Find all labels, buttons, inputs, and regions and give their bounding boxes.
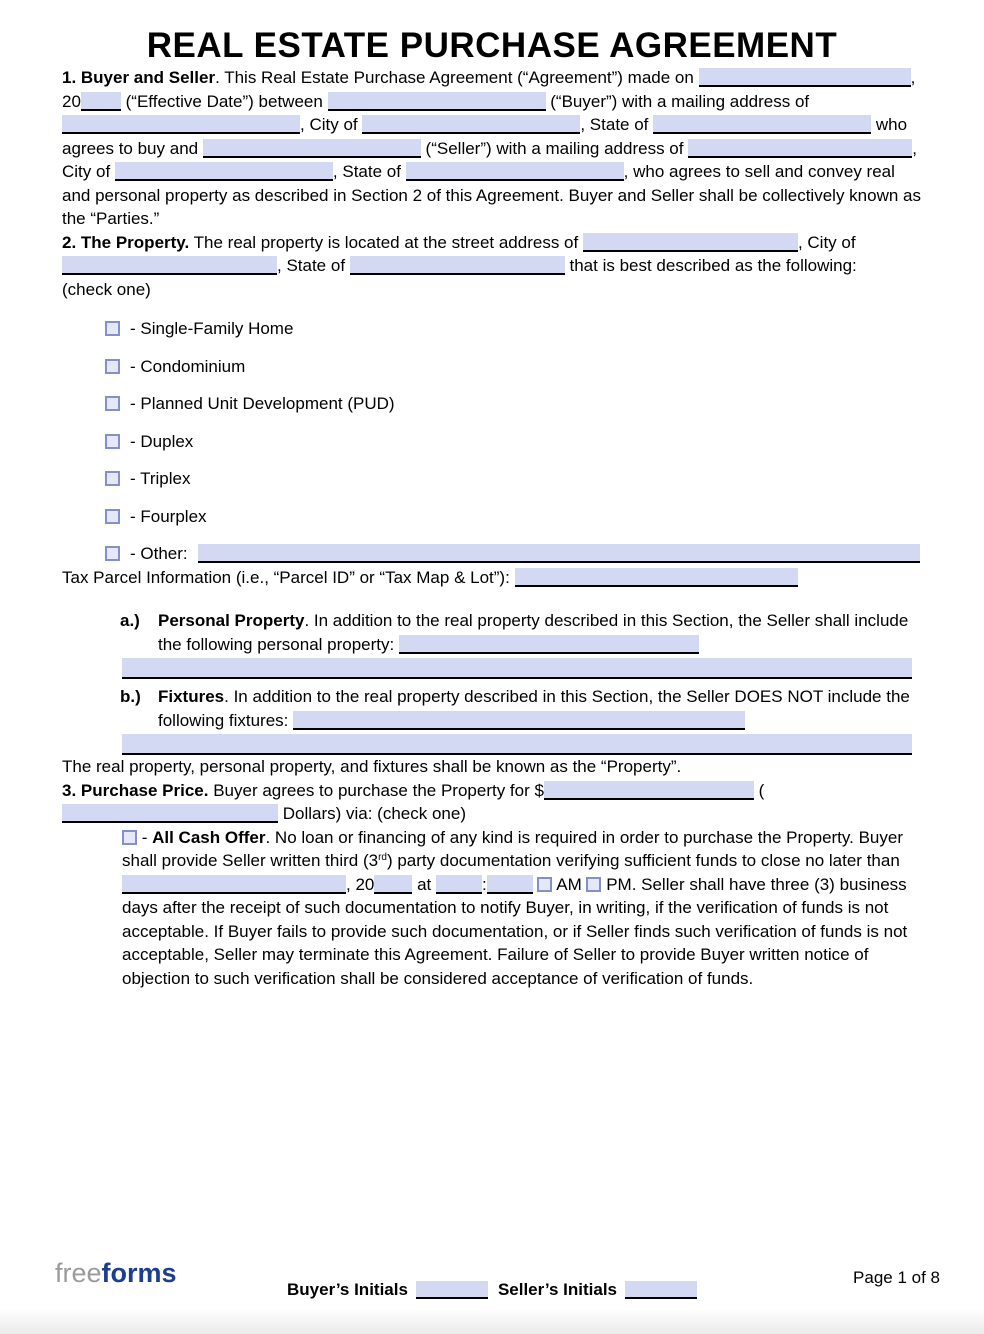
page-footer <box>0 1254 984 1308</box>
triplex-checkbox[interactable] <box>105 471 120 486</box>
purchase-price-words-field[interactable] <box>62 804 278 823</box>
duplex-label: - Duplex <box>130 431 194 451</box>
buyer-city-field[interactable] <box>362 115 580 134</box>
condominium-label: - Condominium <box>130 356 246 376</box>
single-family-home-label: - Single-Family Home <box>130 319 294 338</box>
property-city-field[interactable] <box>62 256 277 275</box>
fixtures-continuation-field[interactable] <box>122 734 912 755</box>
check-one-label: (check one) <box>62 279 151 299</box>
pud-label: - Planned Unit Development (PUD) <box>130 394 395 413</box>
page-bottom-shade <box>0 1308 984 1334</box>
page-title: REAL ESTATE PURCHASE AGREEMENT <box>146 26 838 65</box>
fixtures-field[interactable] <box>293 711 745 730</box>
other-checkbox[interactable] <box>105 546 120 561</box>
personal-property-item <box>62 609 922 679</box>
all-cash-offer-checkbox[interactable] <box>122 830 137 845</box>
purchase-price-field[interactable] <box>544 781 754 800</box>
all-cash-offer-heading: All Cash Offer <box>152 827 266 847</box>
property-state-field[interactable] <box>350 256 565 275</box>
property-known-as-line: The real property, personal property, and fixtures shall be known as the “Property”. <box>62 757 682 776</box>
section2-intro-paragraph: 2. The Property. The real property is located at the street address of , City of , State of that is best described as the following: <box>62 232 857 275</box>
property-street-address-field[interactable] <box>583 233 798 252</box>
property-type-row-single-family <box>105 317 922 341</box>
property-type-row-triplex <box>105 467 922 491</box>
section1-heading: 1. Buyer and Seller <box>62 68 216 87</box>
item-b-marker: b.) <box>120 687 141 706</box>
property-type-list <box>105 317 922 566</box>
single-family-home-checkbox[interactable] <box>105 321 120 336</box>
document-page <box>0 26 984 1334</box>
fourplex-label: - Fourplex <box>130 506 207 526</box>
seller-name-field[interactable] <box>203 139 421 158</box>
personal-property-paragraph: Personal Property. In addition to the real property described in this Section, the Seller shall include the following personal property: <box>158 611 909 654</box>
buyers-initials-label: Buyer’s Initials <box>287 1280 408 1299</box>
section1-paragraph: 1. Buyer and Seller. This Real Estate Purchase Agreement (“Agreement”) made on , 20 (“Effective Date”) between (“Buyer”) with a mailing address of , City of , State of who agrees to buy and (“Seller”) with a mailing address of , City of , State of , who agrees to sell and convey real and personal property as described in Section 2 of this Agreement. Buyer and Seller shall be collectively known as the “Parties.” <box>62 68 921 228</box>
personal-property-heading: Personal Property <box>158 611 305 630</box>
section2-heading: 2. The Property. <box>62 232 190 252</box>
buyer-name-field[interactable] <box>328 92 546 111</box>
funds-close-year-field[interactable] <box>374 875 412 894</box>
fixtures-heading: Fixtures <box>158 687 225 706</box>
tax-parcel-line: Tax Parcel Information (i.e., “Parcel ID” or “Tax Map & Lot”): <box>62 566 922 590</box>
am-checkbox[interactable] <box>537 877 552 892</box>
other-description-field[interactable] <box>198 544 920 563</box>
funds-close-minute-field[interactable] <box>487 875 533 894</box>
initials-line <box>0 1278 984 1302</box>
all-cash-offer-paragraph: - All Cash Offer. No loan or financing of any kind is required in order to purchase the Property. Buyer shall provide Seller written third (3rd) party documentation verifying sufficient funds to close no later than , 20 at : AM PM. Seller shall have three (3) business days after the receipt of such documentation to notify Buyer, in writing, if the verification of funds is not acceptable. If Buyer fails to provide such documentation, or if Seller finds such verification of funds is not acceptable, Seller may terminate this Agreement. Failure of Seller to provide Buyer written notice of objection to such verification shall be considered acceptance of verification of funds. <box>122 827 908 988</box>
sellers-initials-field[interactable] <box>625 1281 697 1299</box>
buyers-initials-field[interactable] <box>416 1281 488 1299</box>
tax-parcel-field[interactable] <box>515 568 798 587</box>
seller-city-field[interactable] <box>115 162 333 181</box>
logo-free-text: free <box>55 1258 102 1288</box>
effective-date-field[interactable] <box>699 68 911 87</box>
buyer-state-field[interactable] <box>653 115 871 134</box>
page-number: Page 1 of 8 <box>853 1268 940 1287</box>
pm-checkbox[interactable] <box>586 877 601 892</box>
fixtures-item <box>62 685 922 755</box>
all-cash-offer-block <box>122 826 922 991</box>
property-type-row-other <box>105 542 922 566</box>
funds-close-hour-field[interactable] <box>436 875 482 894</box>
property-type-row-pud <box>105 392 922 416</box>
other-label: - Other: <box>130 544 188 563</box>
item-a-marker: a.) <box>120 611 140 630</box>
sellers-initials-label: Seller’s Initials <box>497 1280 617 1299</box>
section3-intro-paragraph: 3. Purchase Price. Buyer agrees to purchase the Property for $ ( Dollars) via: (check one) <box>62 780 765 823</box>
seller-state-field[interactable] <box>406 162 624 181</box>
duplex-checkbox[interactable] <box>105 434 120 449</box>
property-type-row-duplex <box>105 430 922 454</box>
section3-heading: 3. Purchase Price. <box>62 780 209 800</box>
pud-checkbox[interactable] <box>105 396 120 411</box>
property-type-row-fourplex <box>105 505 922 529</box>
condominium-checkbox[interactable] <box>105 359 120 374</box>
property-type-row-condominium <box>105 355 922 379</box>
ordinal-superscript: rd <box>378 852 387 863</box>
logo-forms-text: forms <box>101 1258 177 1288</box>
buyer-address-field[interactable] <box>62 115 300 134</box>
funds-close-date-field[interactable] <box>122 875 346 894</box>
fourplex-checkbox[interactable] <box>105 509 120 524</box>
personal-property-continuation-field[interactable] <box>122 658 912 679</box>
personal-property-field[interactable] <box>399 635 699 654</box>
effective-year-field[interactable] <box>81 92 121 111</box>
fixtures-paragraph: Fixtures. In addition to the real property described in this Section, the Seller DOES NOT include the following fixtures: <box>158 687 910 730</box>
seller-address-field[interactable] <box>688 139 912 158</box>
triplex-label: - Triplex <box>130 469 191 488</box>
